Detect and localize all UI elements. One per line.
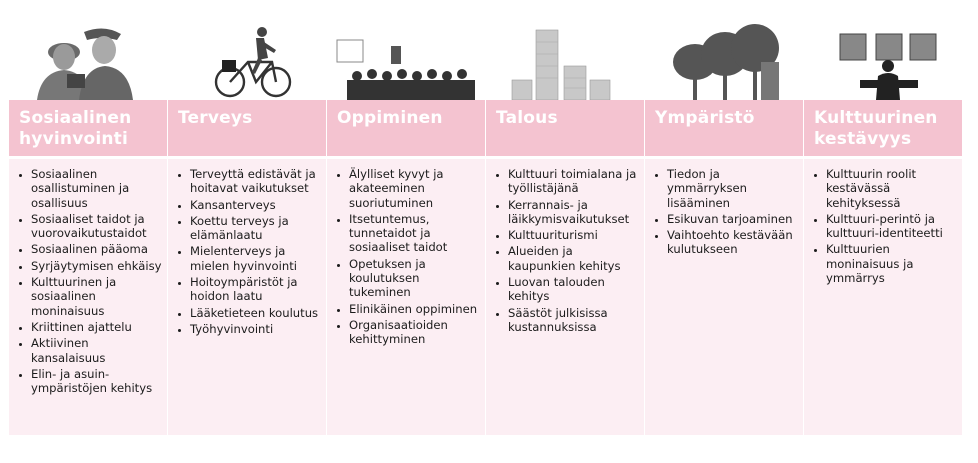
list-item: • Elin- ja asuin-ympäristöjen kehitys [31, 367, 163, 396]
list-item: • Säästöt julkisissa kustannuksissa [508, 306, 640, 335]
impact-areas-grid [9, 22, 961, 435]
coin-stacks-photo-icon [486, 22, 644, 100]
trees-photo-icon [645, 22, 803, 100]
column-cultural-sustainability [804, 22, 962, 435]
column-body [327, 159, 485, 435]
column-health [168, 22, 326, 435]
column-body [804, 159, 962, 435]
list-item: • Lääketieteen koulutus [190, 306, 322, 320]
item-list [17, 167, 163, 395]
column-title: Terveys [168, 100, 326, 156]
column-economy [486, 22, 644, 435]
column-title: Ympäristö [645, 100, 803, 156]
gallery-visitor-photo-icon [804, 22, 962, 100]
column-social-wellbeing [9, 22, 167, 435]
list-item: • Vaihtoehto kestävään kulutukseen [667, 228, 799, 257]
list-item: • Kulttuuri toimialana ja työllistäjänä [508, 167, 640, 196]
list-item: • Alueiden ja kaupunkien kehitys [508, 244, 640, 273]
list-item: • Sosiaalinen osallistuminen ja osallisuus [31, 167, 163, 210]
list-item: • Kulttuurinen ja sosiaalinen moninaisuus [31, 275, 163, 318]
column-title: Oppiminen [327, 100, 485, 156]
column-body [645, 159, 803, 435]
list-item: • Terveyttä edistävät ja hoitavat vaikutukset [190, 167, 322, 196]
list-item: • Kriittinen ajattelu [31, 320, 163, 334]
list-item: • Kulttuurien moninaisuus ja ymmärrys [826, 242, 958, 285]
list-item: • Opetuksen ja koulutuksen tukeminen [349, 257, 481, 300]
column-body [9, 159, 167, 435]
list-item: • Organisaatioiden kehittyminen [349, 318, 481, 347]
list-item: • Tiedon ja ymmärryksen lisääminen [667, 167, 799, 210]
elderly-couple-photo-icon [9, 22, 167, 100]
item-list [653, 167, 799, 257]
column-environment [645, 22, 803, 435]
column-learning [327, 22, 485, 435]
item-list [494, 167, 640, 334]
list-item: • Esikuvan tarjoaminen [667, 212, 799, 226]
list-item: • Luovan talouden kehitys [508, 275, 640, 304]
list-item: • Koettu terveys ja elämänlaatu [190, 214, 322, 243]
column-body [486, 159, 644, 435]
list-item: • Kulttuuriturismi [508, 228, 640, 242]
list-item: • Kerrannais- ja läikkymisvaikutukset [508, 198, 640, 227]
list-item: • Itsetuntemus, tunnetaidot ja sosiaaliset taidot [349, 212, 481, 255]
list-item: • Työhyvinvointi [190, 322, 322, 336]
list-item: • Älylliset kyvyt ja akateeminen suoriutuminen [349, 167, 481, 210]
list-item: • Elinikäinen oppiminen [349, 302, 481, 316]
column-title: Kulttuurinen kestävyys [804, 100, 962, 156]
cyclist-photo-icon [168, 22, 326, 100]
list-item: • Kulttuurin roolit kestävässä kehityksessä [826, 167, 958, 210]
item-list [335, 167, 481, 347]
column-body [168, 159, 326, 435]
audience-photo-icon [327, 22, 485, 100]
list-item: • Sosiaaliset taidot ja vuorovaikutustaidot [31, 212, 163, 241]
list-item: • Mielenterveys ja mielen hyvinvointi [190, 244, 322, 273]
list-item: • Sosiaalinen pääoma [31, 242, 163, 256]
list-item: • Aktiivinen kansalaisuus [31, 336, 163, 365]
list-item: • Syrjäytymisen ehkäisy [31, 259, 163, 273]
item-list [176, 167, 322, 336]
list-item: • Kansanterveys [190, 198, 322, 212]
list-item: • Kulttuuri-perintö ja kulttuuri-identiteetti [826, 212, 958, 241]
column-title: Sosiaalinen hyvinvointi [9, 100, 167, 156]
column-title: Talous [486, 100, 644, 156]
list-item: • Hoitoympäristöt ja hoidon laatu [190, 275, 322, 304]
item-list [812, 167, 958, 285]
